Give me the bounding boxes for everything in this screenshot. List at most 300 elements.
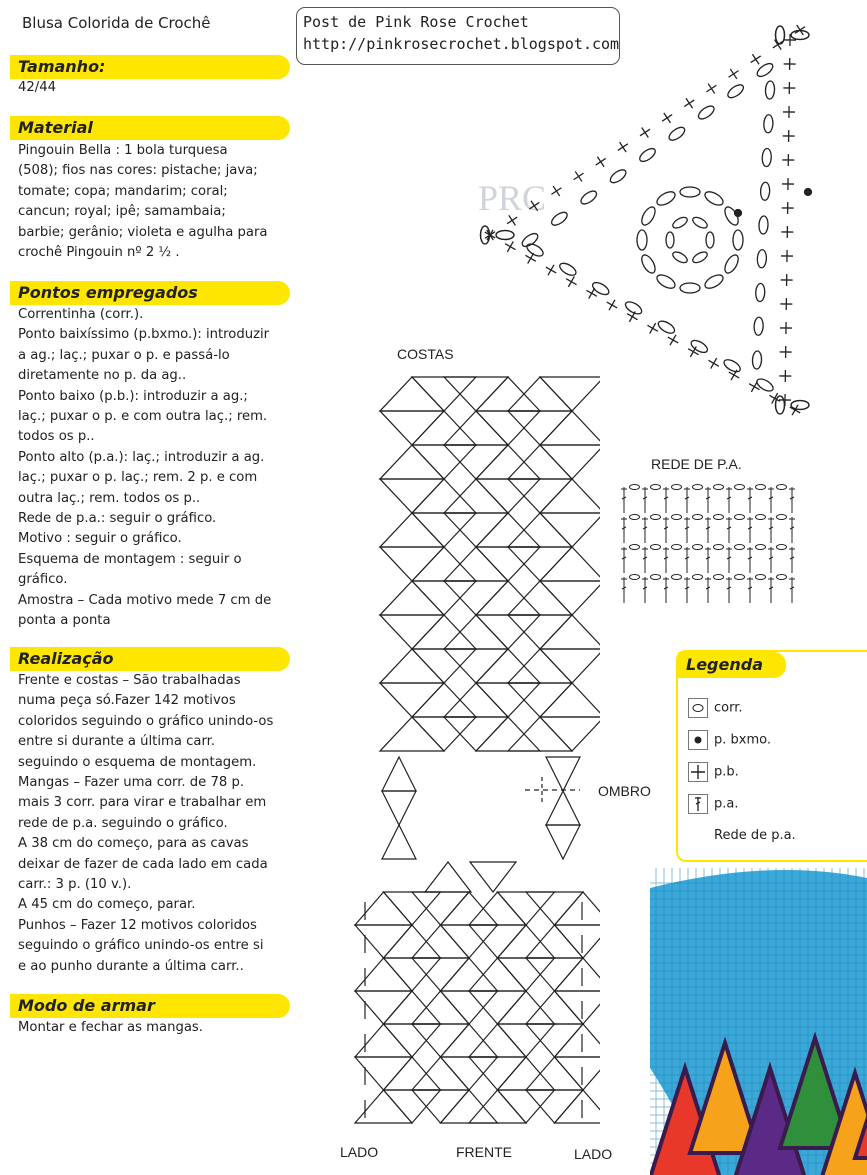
motif-triangle: [412, 411, 476, 445]
dc-mark: [768, 577, 774, 603]
chain-mark: [756, 545, 766, 550]
chain-mark: [671, 250, 689, 265]
motif-triangle: [555, 991, 601, 1024]
text-line: entre si durante a última carr.: [18, 734, 216, 750]
text-line: Mangas – Fazer uma corr. de 78 p.: [18, 775, 245, 791]
dc-mark: [768, 487, 774, 513]
chain-mark: [759, 216, 769, 234]
chain-mark: [693, 575, 703, 580]
motif-triangle: [380, 411, 444, 445]
text-line: Montar e fechar as mangas.: [18, 1020, 203, 1035]
motif-triangle: [540, 615, 600, 649]
dc-mark: [642, 487, 648, 513]
chain-mark: [752, 351, 762, 369]
chain-mark: [639, 205, 658, 227]
chain-mark: [703, 272, 725, 291]
motif-triangle: [382, 757, 416, 791]
motif-triangle: [412, 958, 469, 991]
text-line: laç.; puxar o p. e com outra laç.; rem.: [18, 409, 268, 425]
text-line: laç.; puxar o p. laç.; rem. 2 p. e com: [18, 470, 258, 486]
motif-triangle: [469, 925, 526, 958]
chain-mark: [776, 26, 785, 44]
motif-triangle: [526, 958, 583, 991]
chain-mark: [777, 515, 787, 520]
section-heading-realizacao: Realização: [10, 647, 290, 671]
section-heading-modo: Modo de armar: [10, 994, 290, 1018]
motif-triangle: [412, 547, 476, 581]
motif-triangle: [546, 757, 580, 791]
motif-triangle: [412, 991, 469, 1024]
stitch-mark: [783, 106, 795, 118]
chain-mark: [757, 250, 767, 268]
section-heading-tamanho: Tamanho:: [10, 55, 290, 79]
motif-triangle: [380, 547, 444, 581]
motif-triangle: [540, 683, 600, 717]
stitch-mark: [637, 124, 654, 141]
motif-triangle: [380, 615, 444, 649]
motif-triangle: [412, 479, 476, 513]
motif-triangle: [476, 683, 540, 717]
motif-triangle: [444, 615, 508, 649]
motif-triangle: [444, 411, 508, 445]
text-line: ponta a ponta: [18, 613, 111, 629]
motif-triangle: [444, 377, 508, 411]
motif-triangle: [540, 513, 600, 547]
stitch-mark: [705, 355, 721, 371]
chain-mark: [481, 226, 490, 244]
dc-mark: [621, 487, 627, 513]
chain-mark: [558, 261, 578, 278]
motif-triangle: [555, 958, 601, 991]
dc-mark: [684, 547, 690, 573]
motif-triangle: [476, 411, 540, 445]
legend-label: corr.: [714, 700, 743, 716]
chain-mark: [672, 575, 682, 580]
motif-triangle: [412, 1090, 469, 1123]
dc-mark: [663, 577, 669, 603]
chain-mark: [726, 82, 746, 100]
motif-triangle: [384, 991, 441, 1024]
legend-item-pb: [688, 762, 739, 782]
label-lado-left: LADO: [340, 1144, 379, 1160]
text-line: numa peça só.Fazer 142 motivos: [18, 693, 236, 709]
motif-triangle: [469, 1090, 526, 1123]
motif-triangle: [380, 513, 444, 547]
motif-triangle: [469, 1024, 526, 1057]
legend-heading: Legenda: [678, 652, 786, 678]
motif-triangle: [508, 615, 572, 649]
dc-mark: [642, 547, 648, 573]
motif-triangle: [540, 411, 600, 445]
motif-triangle: [444, 479, 508, 513]
motif-triangle: [540, 479, 600, 513]
label-rede: REDE DE P.A.: [651, 456, 742, 472]
motif-triangle: [555, 1024, 601, 1057]
motif-triangle: [498, 925, 555, 958]
legend-label: p.b.: [714, 764, 739, 780]
dc-mark: [747, 487, 753, 513]
chain-mark: [655, 272, 677, 291]
motif-triangle: [441, 925, 498, 958]
motif-triangle: [355, 958, 412, 991]
chain-mark: [714, 485, 724, 490]
motif-triangle: [382, 791, 416, 825]
motif-triangle: [412, 377, 476, 411]
motif-triangle: [355, 1090, 412, 1123]
chain-mark: [651, 515, 661, 520]
section-text-realizacao: [18, 671, 298, 977]
stitch-mark: [563, 273, 579, 289]
motif-triangle: [498, 958, 555, 991]
motif-triangle: [546, 825, 580, 859]
motif-triangle: [508, 717, 572, 751]
motif-triangle: [476, 445, 540, 479]
dc-mark: [684, 517, 690, 543]
motif-triangle: [546, 791, 580, 825]
motif-triangle: [355, 991, 412, 1024]
stitch-mark: [592, 153, 609, 170]
motif-triangle: [540, 581, 600, 615]
motif-triangle: [444, 649, 508, 683]
motif-triangle: [412, 581, 476, 615]
watermark: PRC: [478, 178, 547, 218]
chain-mark: [655, 189, 677, 208]
motif-triangle: [526, 925, 583, 958]
dc-mark: [726, 577, 732, 603]
chain-mark: [608, 167, 628, 185]
text-line: e ao punho durante a última carr..: [18, 958, 244, 974]
chain-mark: [496, 231, 514, 240]
motif-triangle: [508, 547, 572, 581]
motif-triangle: [355, 1057, 412, 1090]
chain-mark: [656, 319, 676, 336]
dc-mark: [642, 517, 648, 543]
motif-triangle: [498, 1090, 555, 1123]
chain-mark: [735, 515, 745, 520]
motif-triangle: [412, 513, 476, 547]
chain-mark: [755, 377, 775, 394]
motif-triangle: [498, 1024, 555, 1057]
stitch-mark: [784, 58, 796, 70]
rede-diagram: [616, 482, 802, 612]
motif-triangle: [384, 925, 441, 958]
text-line: Correntinha (corr.).: [18, 307, 144, 322]
dc-mark: [789, 487, 795, 513]
text-line: gráfico.: [18, 572, 68, 588]
chain-stitch-icon: [688, 698, 708, 718]
text-line: seguindo o gráfico unindo-os entre si: [18, 938, 264, 954]
chain-mark: [714, 575, 724, 580]
dc-mark: [705, 517, 711, 543]
motif-triangle: [469, 1057, 526, 1090]
text-line: a ag.; laç.; puxar o p. e passá-lo: [18, 347, 230, 363]
motif-triangle: [526, 991, 583, 1024]
dc-mark: [621, 577, 627, 603]
motif-triangle: [444, 717, 508, 751]
chain-mark: [693, 545, 703, 550]
text-line: Amostra – Cada motivo mede 7 cm de: [18, 592, 272, 608]
text-line: Ponto baixíssimo (p.bxmo.): introduzir: [18, 327, 270, 343]
motif-triangle: [441, 1024, 498, 1057]
stitch-mark: [681, 95, 698, 112]
chain-mark: [667, 125, 687, 143]
stitch-mark: [783, 130, 795, 142]
chain-mark: [735, 545, 745, 550]
credit-line: Post de Pink Rose Crochet: [303, 13, 529, 31]
motif-triangle: [380, 581, 444, 615]
chain-mark: [639, 253, 658, 275]
dc-mark: [684, 577, 690, 603]
motif-triangle: [498, 991, 555, 1024]
stitch-mark: [747, 51, 764, 68]
motif-triangle: [555, 1057, 601, 1090]
chain-mark: [714, 515, 724, 520]
credit-url[interactable]: http://pinkrosecrochet.blogspot.com: [303, 35, 620, 53]
chain-mark: [756, 515, 766, 520]
motif-triangle: [412, 1057, 469, 1090]
chain-mark: [760, 182, 770, 200]
motif-triangle: [469, 958, 526, 991]
stitch-mark: [781, 226, 793, 238]
motif-triangle: [384, 892, 441, 925]
stitch-mark: [665, 332, 681, 348]
motif-triangle: [384, 1090, 441, 1123]
motif-triangle: [380, 479, 444, 513]
stitch-mark: [782, 178, 794, 190]
slip-stitch-icon: [688, 730, 708, 750]
motif-triangle: [380, 649, 444, 683]
motif-triangle: [444, 513, 508, 547]
stitch-mark: [781, 274, 793, 286]
label-ombro: OMBRO: [598, 783, 651, 799]
stitch-mark: [583, 285, 599, 301]
motif-triangle: [476, 581, 540, 615]
chain-mark: [579, 189, 599, 207]
chain-mark: [776, 396, 785, 414]
stitch-mark: [780, 322, 792, 334]
stitch-mark: [780, 346, 792, 358]
chain-mark: [722, 253, 741, 275]
text-line: todos os p..: [18, 429, 95, 445]
stitch-mark: [766, 390, 782, 406]
legend-label: p.a.: [714, 796, 739, 812]
motif-triangle: [469, 991, 526, 1024]
dc-mark: [789, 577, 795, 603]
chain-mark: [630, 545, 640, 550]
motif-triangle: [470, 862, 516, 892]
chain-mark: [549, 210, 569, 228]
chain-mark: [754, 317, 764, 335]
stitch-mark: [782, 154, 794, 166]
stitch-mark: [703, 80, 720, 97]
legend-item-bxmo: [688, 730, 771, 750]
stitch-mark: [725, 66, 742, 83]
motif-triangle: [498, 1057, 555, 1090]
stitch-mark: [783, 82, 795, 94]
text-line: Esquema de montagem : seguir o: [18, 551, 242, 567]
text-line: Punhos – Fazer 12 motivos coloridos: [18, 917, 257, 933]
text-line: A 45 cm do começo, parar.: [18, 897, 196, 913]
motif-triangle: [526, 1090, 583, 1123]
motif-triangle: [508, 581, 572, 615]
motif-triangle: [382, 825, 416, 859]
slip-stitch-mark: [805, 189, 812, 196]
chain-mark: [691, 250, 709, 265]
motif-triangle: [476, 377, 540, 411]
stitch-mark: [781, 250, 793, 262]
chain-mark: [672, 515, 682, 520]
motif-triangle: [380, 717, 444, 751]
legend-item-corr: [688, 698, 743, 718]
stitch-mark: [548, 183, 565, 200]
motif-triangle: [476, 649, 540, 683]
section-text-material: [18, 141, 298, 263]
dc-mark: [621, 517, 627, 543]
motif-triangle: [508, 445, 572, 479]
stitch-mark: [784, 34, 796, 46]
dc-mark: [663, 547, 669, 573]
motif-triangle: [476, 479, 540, 513]
double-crochet-icon: [688, 794, 708, 814]
chain-mark: [755, 283, 765, 301]
motif-triangle: [380, 683, 444, 717]
chain-mark: [637, 230, 647, 250]
dc-mark: [726, 547, 732, 573]
dc-mark: [663, 487, 669, 513]
motif-triangle: [508, 411, 572, 445]
chain-mark: [630, 485, 640, 490]
chain-mark: [756, 485, 766, 490]
text-line: barbie; gerânio; violeta e agulha para: [18, 224, 268, 240]
text-line: A 38 cm do começo, para as cavas: [18, 836, 249, 852]
chain-mark: [777, 575, 787, 580]
motif-triangle: [476, 717, 540, 751]
dc-mark: [747, 517, 753, 543]
chain-mark: [691, 215, 709, 230]
legend-item-pa: [688, 794, 738, 814]
motif-triangle: [412, 615, 476, 649]
motif-triangle: [508, 377, 572, 411]
dc-mark: [663, 517, 669, 543]
motif-triangle: [540, 445, 600, 479]
motif-triangle: [476, 513, 540, 547]
single-crochet-icon: [688, 762, 708, 782]
motif-triangle: [508, 649, 572, 683]
chain-mark: [791, 401, 809, 410]
chain-mark: [525, 242, 545, 259]
text-line: Motivo : seguir o gráfico.: [18, 531, 182, 547]
motif-triangle: [441, 991, 498, 1024]
dc-mark: [621, 547, 627, 573]
motif-triangle: [555, 925, 601, 958]
text-line: Pingouin Bella : 1 bola turquesa: [18, 143, 228, 158]
text-line: seguindo o esquema de montagem.: [18, 754, 257, 770]
chain-mark: [722, 357, 742, 374]
stitch-mark: [543, 262, 559, 278]
chain-mark: [630, 575, 640, 580]
chain-mark: [680, 283, 700, 293]
motif-triangle: [441, 958, 498, 991]
motif-triangle: [540, 547, 600, 581]
chain-mark: [672, 485, 682, 490]
chain-mark: [733, 230, 743, 250]
text-line: 42/44: [18, 80, 57, 95]
page-title: Blusa Colorida de Crochê: [22, 14, 211, 32]
text-line: rede de p.a. seguindo o gráfico.: [18, 815, 228, 831]
chain-mark: [671, 215, 689, 230]
motif-triangle: [384, 958, 441, 991]
stitch-mark: [782, 202, 794, 214]
motif-triangle: [412, 925, 469, 958]
chain-mark: [735, 485, 745, 490]
section-text-modo: [18, 1018, 298, 1038]
chain-mark: [791, 31, 809, 40]
dc-mark: [642, 577, 648, 603]
dc-mark: [747, 547, 753, 573]
dc-mark: [726, 517, 732, 543]
motif-diagram: [470, 10, 840, 430]
motif-triangle: [508, 513, 572, 547]
motif-triangle: [444, 683, 508, 717]
text-line: Ponto alto (p.a.): laç.; introduzir a ag.: [18, 449, 265, 465]
motif-triangle: [355, 925, 412, 958]
chain-mark: [693, 515, 703, 520]
dc-mark: [705, 487, 711, 513]
chain-mark: [706, 232, 714, 248]
label-costas: COSTAS: [397, 346, 454, 362]
chain-mark: [651, 545, 661, 550]
slip-stitch-mark: [735, 210, 742, 217]
chain-mark: [651, 575, 661, 580]
dc-mark: [768, 517, 774, 543]
stitch-mark: [502, 238, 518, 254]
text-line: (508); fios nas cores: pistache; java;: [18, 163, 258, 179]
dc-mark: [789, 547, 795, 573]
motif-triangle: [412, 1024, 469, 1057]
text-line: outra laç.; rem. todos os p..: [18, 490, 201, 506]
label-lado-right: LADO: [574, 1146, 613, 1162]
chain-mark: [735, 575, 745, 580]
motif-triangle: [412, 717, 476, 751]
text-line: crochê Pingouin nº 2 ½ .: [18, 245, 180, 261]
label-frente: FRENTE: [456, 1144, 512, 1160]
chain-mark: [672, 545, 682, 550]
motif-triangle: [425, 862, 471, 892]
motif-triangle: [540, 377, 600, 411]
chain-mark: [696, 104, 716, 122]
legend-item-rede: Rede de p.a.: [714, 828, 796, 843]
motif-triangle: [441, 1057, 498, 1090]
text-line: Rede de p.a.: seguir o gráfico.: [18, 511, 217, 527]
text-line: coloridos seguindo o gráfico unindo-os: [18, 713, 274, 729]
stitch-mark: [779, 370, 791, 382]
stitch-mark: [570, 168, 587, 185]
motif-triangle: [540, 649, 600, 683]
chain-mark: [703, 189, 725, 208]
motif-triangle: [526, 1024, 583, 1057]
stitch-mark: [615, 139, 632, 156]
stitch-mark: [659, 110, 676, 127]
motif-triangle: [355, 892, 412, 925]
dc-mark: [768, 547, 774, 573]
motif-triangle: [526, 1057, 583, 1090]
dc-mark: [789, 517, 795, 543]
motif-triangle: [412, 683, 476, 717]
motif-triangle: [441, 1090, 498, 1123]
chain-mark: [651, 485, 661, 490]
motif-triangle: [380, 377, 444, 411]
motif-triangle: [444, 581, 508, 615]
